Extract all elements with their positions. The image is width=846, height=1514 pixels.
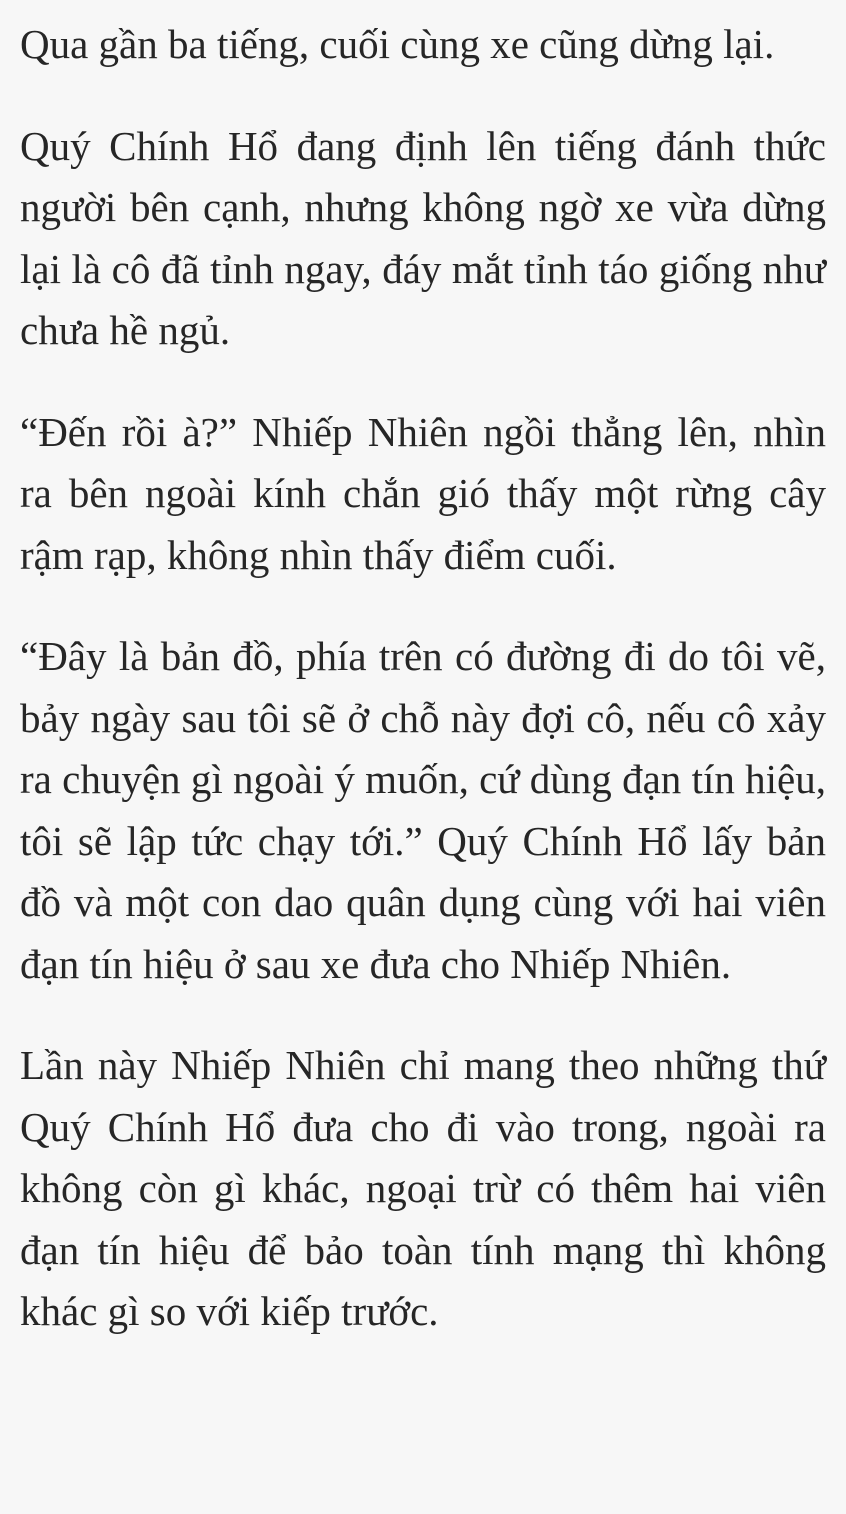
story-paragraph: Quý Chính Hổ đang định lên tiếng đánh thức người bên cạnh, nhưng không ngờ xe vừa dừng lại là cô đã tỉnh ngay, đáy mắt tỉnh táo giống như chưa hề ngủ. xyxy=(20,122,826,353)
story-paragraph: “Đến rồi à?” Nhiếp Nhiên ngồi thẳng lên, nhìn ra bên ngoài kính chắn gió thấy một rừng cây rậm rạp, không nhìn thấy điểm cuối. xyxy=(20,408,826,578)
story-paragraph: Lần này Nhiếp Nhiên chỉ mang theo những thứ Quý Chính Hổ đưa cho đi vào trong, ngoài ra không còn gì khác, ngoại trừ có thêm hai viên đạn tín hiệu để bảo toàn tính mạng thì không khác gì so với kiếp trước. xyxy=(20,1042,826,1334)
story-paragraph: Qua gần ba tiếng, cuối cùng xe cũng dừng lại. xyxy=(20,21,775,67)
story-paragraph: “Đây là bản đồ, phía trên có đường đi do tôi vẽ, bảy ngày sau tôi sẽ ở chỗ này đợi cô, nếu cô xảy ra chuyện gì ngoài ý muốn, cứ dùng đạn tín hiệu, tôi sẽ lập tức chạy tới.” Quý Chính Hổ lấy bản đồ và một con dao quân dụng cùng với hai viên đạn tín hiệu ở sau xe đưa cho Nhiếp Nhiên. xyxy=(20,633,826,987)
